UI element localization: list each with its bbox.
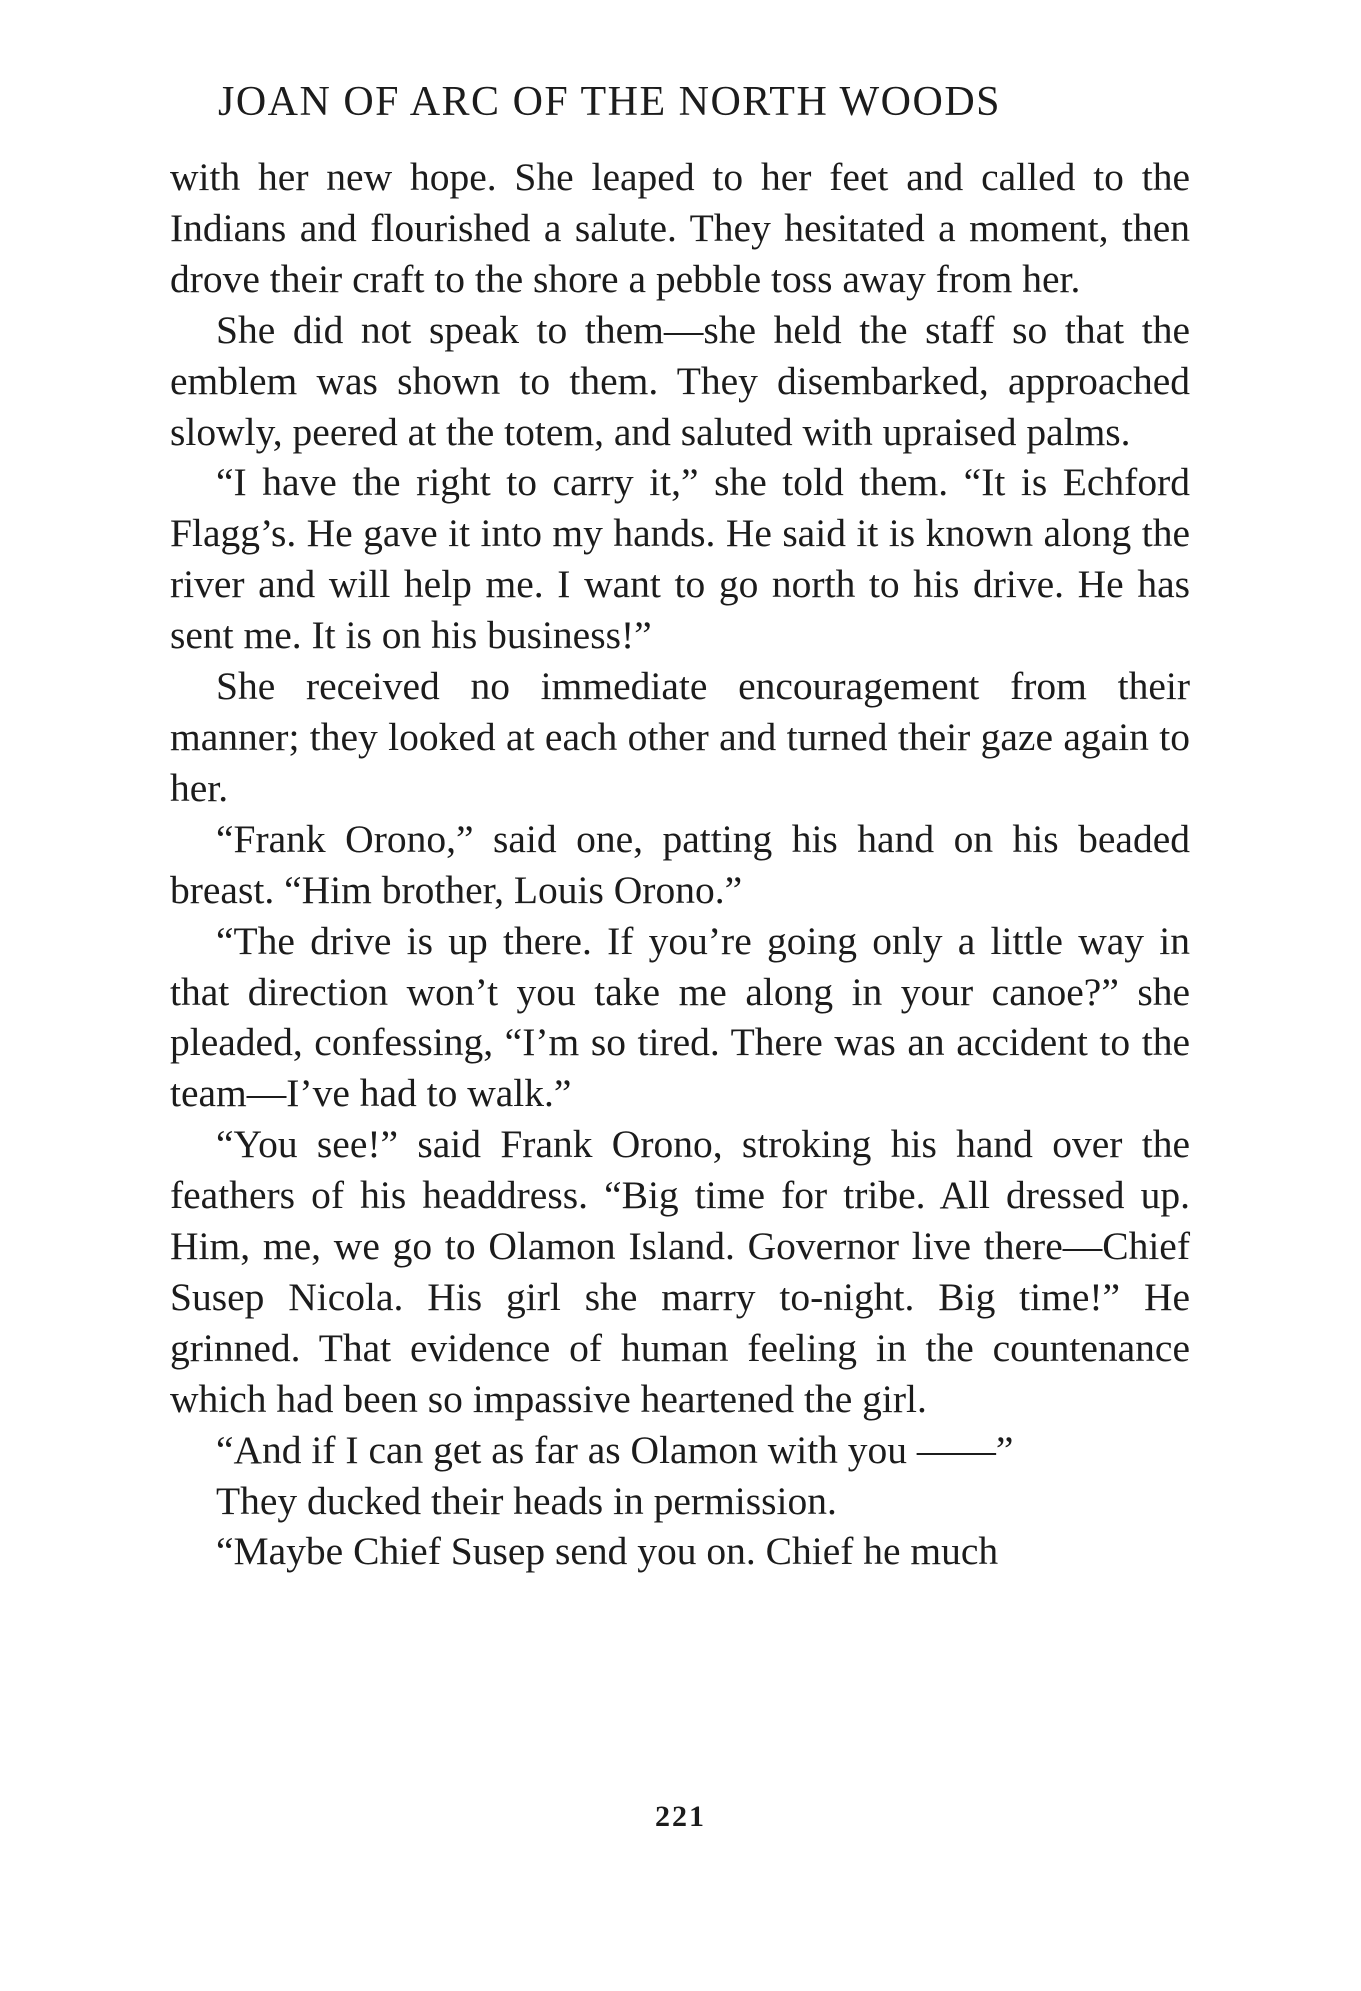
- paragraph: She did not speak to them—she held the staff so that the emblem was shown to them. They disembarked, approached slowly, peered at the totem, and saluted with upraised palms.: [170, 307, 1190, 454]
- body-text: [170, 152, 1190, 1577]
- paragraph: They ducked their heads in permission.: [216, 1478, 837, 1523]
- running-head: JOAN OF ARC OF THE NORTH WOODS: [218, 79, 1002, 125]
- paragraph: “Frank Orono,” said one, patting his hand on his beaded breast. “Him brother, Louis Orono.”: [170, 816, 1190, 912]
- paragraph: with her new hope. She leaped to her feet and called to the Indians and flourished a salute. They hesitated a moment, then drove their craft to the shore a pebble toss away from her.: [170, 155, 1190, 301]
- paragraph: “The drive is up there. If you’re going only a little way in that direction won’t you take me along in your canoe?” she pleaded, confessing, “I’m so tired. There was an accident to the team—I’ve had to walk.”: [170, 918, 1190, 1116]
- paragraph: “You see!” said Frank Orono, stroking his hand over the feathers of his headdress. “Big time for tribe. All dressed up. Him, me, we go to Olamon Island. Governor live there—Chief Susep Nicola. His girl she marry to-night. Big time!” He grinned. That evidence of human feeling in the countenance which had been so impassive heartened the girl.: [170, 1122, 1190, 1421]
- paragraph: “And if I can get as far as Olamon with you ——”: [216, 1427, 1014, 1472]
- paragraph: “Maybe Chief Susep send you on. Chief he much: [216, 1529, 999, 1574]
- paragraph: She received no immediate encouragement from their manner; they looked at each other and turned their gaze again to her.: [170, 664, 1190, 810]
- page-number: 221: [655, 1800, 706, 1833]
- paragraph: “I have the right to carry it,” she told them. “It is Echford Flagg’s. He gave it into my hands. He said it is known along the river and will help me. I want to go north to his drive. He has sent me. It is on his business!”: [170, 460, 1190, 658]
